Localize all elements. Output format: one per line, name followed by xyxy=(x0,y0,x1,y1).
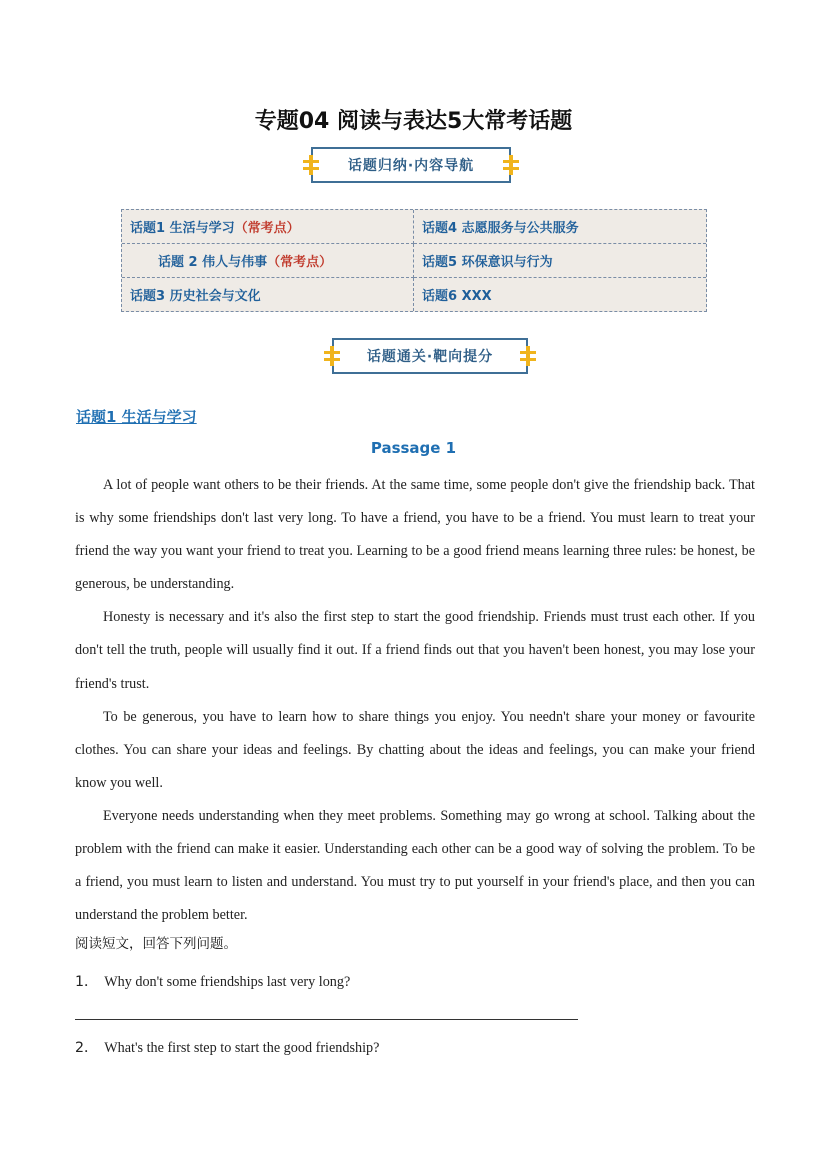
paragraph: A lot of people want others to be their friends. At the same time, some people don't give the friendship back. That is why some friendships don't last very long. To have a friend, you have to be a friend. You must learn to treat your friend the way you want your friend to treat you. Learning to be a good friend means learning three rules: be honest, be generous, be understanding. xyxy=(75,477,755,593)
banner-label: 话题归纳·内容导航 xyxy=(347,158,475,174)
passage-body xyxy=(75,469,755,932)
topic-label: 话题 2 伟人与伟事 xyxy=(158,255,268,270)
topic-cell-3 xyxy=(122,278,414,311)
instruction-text: 阅读短文，回答下列问题。 xyxy=(75,936,237,952)
topic-label: 话题1 生活与学习 xyxy=(130,221,235,236)
topic-label: 话题6 XXX xyxy=(422,289,492,304)
topic-tag: （常考点） xyxy=(267,255,333,270)
topic-cell-1 xyxy=(122,210,414,244)
banner-label: 话题通关·靶向提分 xyxy=(366,349,494,365)
banner-right-decoration-icon xyxy=(520,349,536,363)
question-number: 2． xyxy=(75,1040,99,1056)
question-text: Why don't some friendships last very long? xyxy=(104,974,351,990)
topic-cell-2 xyxy=(122,244,414,278)
page-title: 专题04 阅读与表达5大常考话题 xyxy=(254,109,573,134)
banner-right-decoration-icon xyxy=(503,158,519,172)
passage-title: Passage 1 xyxy=(370,439,457,457)
paragraph: Everyone needs understanding when they meet problems. Something may go wrong at school. Talking about the problem with the friend can make it easier. Understanding each other can be a good way of solving the problem. To be a friend, you must learn to listen and understand. You must try to put yourself in your friend's place, and then you can understand the problem better. xyxy=(75,807,755,924)
answer-line-1[interactable] xyxy=(75,1019,578,1020)
question-2 xyxy=(75,1037,379,1057)
question-text: What's the first step to start the good friendship? xyxy=(104,1040,380,1056)
section-heading: 话题1 生活与学习 xyxy=(76,408,197,426)
topic-label: 话题5 环保意识与行为 xyxy=(422,255,553,270)
question-number: 1． xyxy=(75,974,99,990)
topic-cell-5 xyxy=(414,244,706,278)
banner-left-decoration-icon xyxy=(303,158,319,172)
topic-tag: （常考点） xyxy=(234,221,300,236)
question-1 xyxy=(75,971,350,991)
paragraph: Honesty is necessary and it's also the first step to start the good friendship. Friends must trust each other. If you don't tell the truth, people will usually find it out. If a friend finds out that you haven't been honest, you may lose your friend's trust. xyxy=(75,609,755,692)
banner-content-nav xyxy=(311,147,511,183)
topic-table xyxy=(121,209,707,312)
paragraph: To be generous, you have to learn how to share things you enjoy. You needn't share your money or favourite clothes. You can share your ideas and feelings. By chatting about the ideas and feelings, you can make your friend know you well. xyxy=(75,708,755,791)
banner-left-decoration-icon xyxy=(324,349,340,363)
banner-target-score xyxy=(332,338,528,374)
topic-cell-6 xyxy=(414,278,706,311)
topic-label: 话题4 志愿服务与公共服务 xyxy=(422,221,579,236)
topic-cell-4 xyxy=(414,210,706,244)
topic-label: 话题3 历史社会与文化 xyxy=(130,289,261,304)
